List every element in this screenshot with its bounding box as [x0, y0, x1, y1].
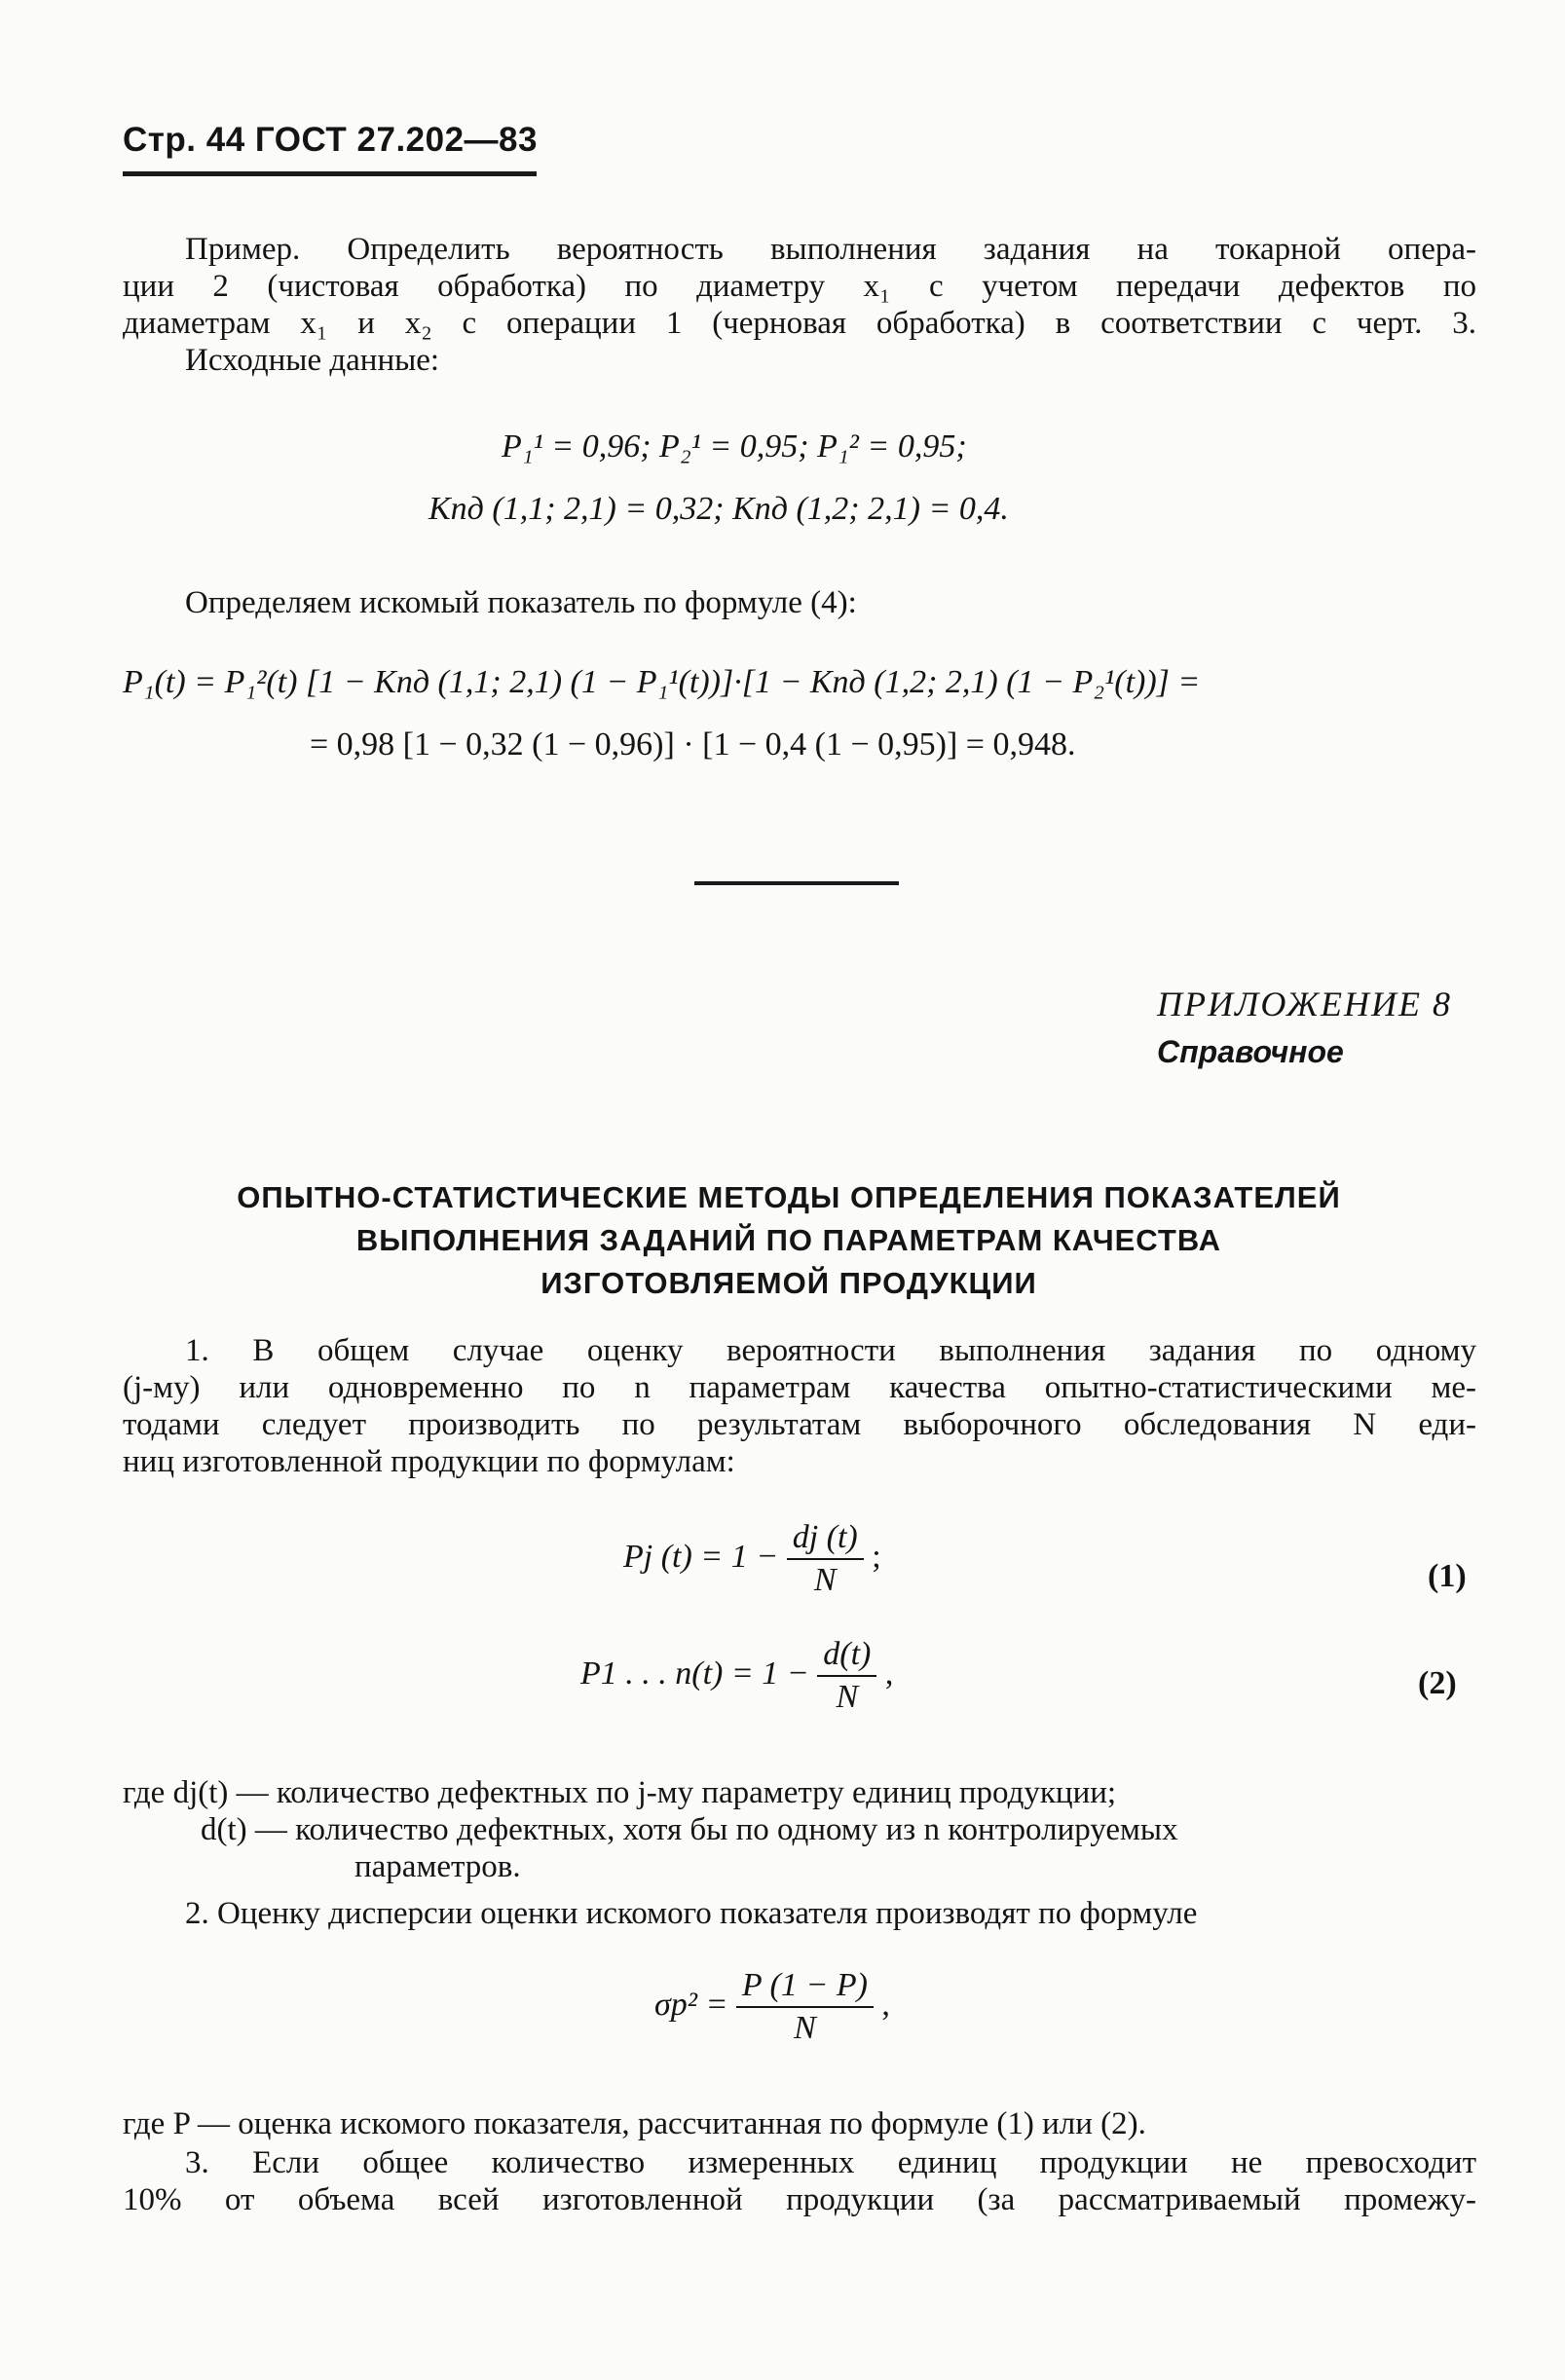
equation-2-tail: , [884, 1655, 894, 1692]
appendix-title [156, 1176, 1422, 1305]
appendix-title-line: ВЫПОЛНЕНИЯ ЗАДАНИЙ ПО ПАРАМЕТРАМ КАЧЕСТВА [355, 1223, 1222, 1257]
example-paragraph [123, 231, 1476, 379]
determine-line: Определяем искомый показатель по формуле (4): [185, 585, 857, 620]
where-line: параметров. [354, 1849, 521, 1884]
equation-2-numerator: d(t) [817, 1636, 876, 1677]
variance-denominator: N [794, 2010, 816, 2046]
where-line: d(t) — количество дефектных, хотя бы по одному из n контролируемых [201, 1812, 1178, 1847]
equation-1-lhs: Pj (t) = 1 − [623, 1538, 779, 1575]
where-line: где dj(t) — количество дефектных по j-му параметру единиц продукции; [123, 1775, 1117, 1810]
section-separator [694, 881, 899, 885]
equation-2-number: (2) [1418, 1665, 1457, 1701]
given-values-line1: P₁¹ = 0,96; P₂¹ = 0,95; P₁² = 0,95; [502, 428, 967, 465]
section2-where: где P — оценка искомого показателя, рассчитанная по формуле (1) или (2). [123, 2106, 1146, 2141]
equation-1 [623, 1519, 881, 1599]
equation-2-lhs: P1 . . . n(t) = 1 − [580, 1655, 809, 1692]
section1-line: тодами следует производить по результатам выборочного обследования N еди- [123, 1407, 1476, 1442]
section3-line: 3. Если общее количество измеренных единиц продукции не превосходит [185, 2145, 1476, 2180]
equation-1-denominator: N [813, 1562, 837, 1598]
variance-tail: , [881, 1986, 890, 2023]
example-line: Исходные данные: [185, 343, 440, 378]
variance-equation [654, 1967, 890, 2047]
equation-2-fraction [817, 1636, 876, 1716]
given-values-line2: Kпд (1,1; 2,1) = 0,32; Kпд (1,2; 2,1) = 0,4. [429, 491, 1009, 527]
appendix-label: ПРИЛОЖЕНИЕ 8 [1157, 985, 1452, 1023]
formula-main-line2: = 0,98 [1 − 0,32 (1 − 0,96)] · [1 − 0,4 (1 − 0,95)] = 0,948. [310, 726, 1076, 762]
section1-paragraph [123, 1332, 1476, 1480]
appendix-sublabel: Справочное [1157, 1034, 1344, 1069]
section1-line: 1. В общем случае оценку вероятности выполнения задания по одному [185, 1333, 1476, 1368]
example-line: Пример. Определить вероятность выполнения задания на токарной опера- [185, 232, 1476, 267]
equation-1-numerator: dj (t) [787, 1519, 864, 1560]
example-line: ции 2 (чистовая обработка) по диаметру x₁ с учетом передачи дефектов по [123, 269, 1476, 304]
equation-1-number: (1) [1428, 1558, 1467, 1594]
section3-line: 10% от объема всей изготовленной продукции (за рассматриваемый промежу- [123, 2182, 1476, 2217]
equation-1-tail: ; [872, 1538, 881, 1575]
section2-line: 2. Оценку дисперсии оценки искомого показателя производят по формуле [185, 1896, 1198, 1931]
equation-2-denominator: N [836, 1679, 859, 1715]
equation-2 [580, 1636, 893, 1716]
section3-paragraph [123, 2144, 1476, 2218]
section1-line: ниц изготовленной продукции по формулам: [123, 1444, 735, 1479]
equation-1-fraction [787, 1519, 864, 1599]
variance-numerator: P (1 − P) [736, 1967, 874, 2008]
appendix-title-line: ИЗГОТОВЛЯЕМОЙ ПРОДУКЦИИ [540, 1266, 1037, 1300]
section1-line: (j-му) или одновременно по n параметрам качества опытно-статистическими ме- [123, 1370, 1476, 1405]
appendix-title-line: ОПЫТНО-СТАТИСТИЧЕСКИЕ МЕТОДЫ ОПРЕДЕЛЕНИЯ ПОКАЗАТЕЛЕЙ [237, 1180, 1341, 1214]
example-line: диаметрам x₁ и x₂ с операции 1 (черновая обработка) в соответствии с черт. 3. [123, 306, 1476, 341]
variance-fraction [736, 1967, 874, 2047]
header-rule [123, 171, 537, 176]
determine-paragraph [123, 584, 1476, 621]
variance-lhs: σp² = [654, 1986, 728, 2023]
formula-main-line1: P₁(t) = P₁²(t) [1 − Kпд (1,1; 2,1) (1 − P₁¹(t))]·[1 − Kпд (1,2; 2,1) (1 − P₂¹(t))] = [123, 664, 1201, 700]
page-header: Стр. 44 ГОСТ 27.202—83 [123, 121, 538, 159]
section2-paragraph [123, 1895, 1476, 1932]
